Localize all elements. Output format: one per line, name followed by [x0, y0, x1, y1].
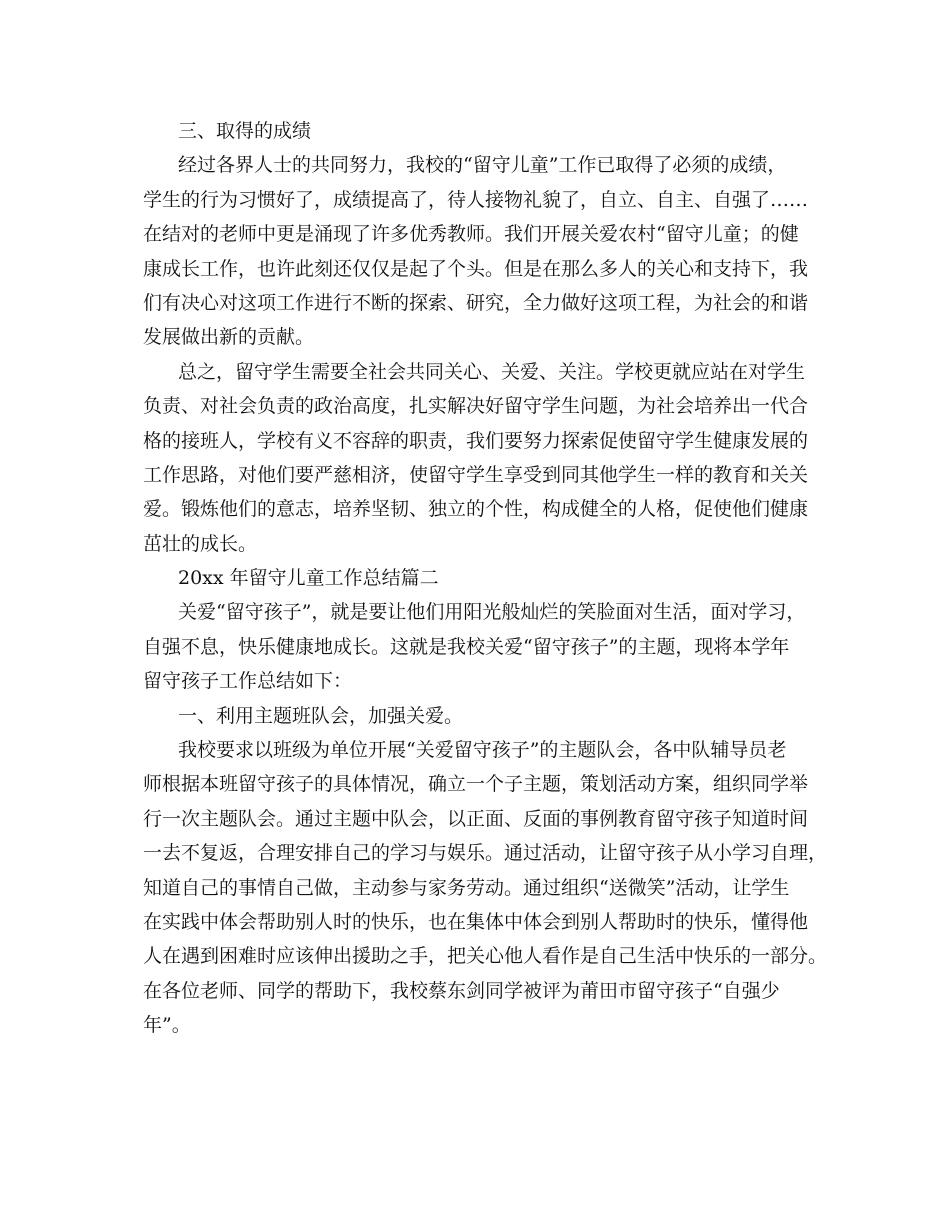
section-heading-class-meetings: 一、利用主题班队会，加强关爱。: [178, 704, 464, 727]
text-line: 在结对的老师中更是涌现了许多优秀教师。我们开展关爱农村“留守儿童；的健: [143, 223, 799, 246]
text-line: 我校要求以班级为单位开展“关爱留守孩子”的主题队会，各中队辅导员老: [178, 739, 787, 762]
paragraph-class-meetings: [143, 733, 828, 1043]
text-line: 茁壮的成长。: [143, 532, 258, 555]
text-line: 一去不复返，合理安排自己的学习与娱乐。通过活动，让留守孩子从小学习自理，: [143, 842, 828, 865]
paragraph-intro: [143, 595, 808, 698]
text-line: 在实践中体会帮助别人时的快乐，也在集体中体会到别人帮助时的快乐，懂得他: [143, 910, 809, 933]
section-heading-achievements: 三、取得的成绩: [178, 120, 312, 142]
text-line: 自强不息，快乐健康地成长。这就是我校关爱“留守孩子”的主题，现将本学年: [143, 635, 790, 658]
paragraph-summary: [143, 355, 808, 561]
text-line: 经过各界人士的共同努力，我校的“留守儿童”工作已取得了必须的成绩，: [178, 154, 787, 177]
text-line: 总之，留守学生需要全社会共同关心、关爱、关注。学校更就应站在对学生: [178, 360, 806, 383]
paragraph-achievements: [143, 148, 808, 354]
text-line: 负责、对社会负责的政治高度，扎实解决好留守学生问题，为社会培养出一代合: [143, 395, 809, 418]
text-line: 关爱“留守孩子”，就是要让他们用阳光般灿烂的笑脸面对生活，面对学习，: [178, 601, 806, 624]
text-line: 学生的行为习惯好了，成绩提高了，待人接物礼貌了，自立、自主、自强了……: [143, 188, 809, 211]
text-line: 格的接班人，学校有义不容辞的职责，我们要努力探索促使留守学生健康发展的: [143, 429, 809, 452]
text-line: 康成长工作，也许此刻还仅仅是起了个头。但是在那么多人的关心和支持下，我: [143, 257, 809, 280]
text-line: 年”。: [143, 1014, 191, 1037]
text-line: 留守孩子工作总结如下：: [143, 670, 353, 693]
text-line: 知道自己的事情自己做，主动参与家务劳动。通过组织“送微笑”活动，让学生: [143, 876, 790, 899]
text-line: 爱。锻炼他们的意志，培养坚韧、独立的个性，构成健全的人格，促使他们健康: [143, 498, 809, 521]
text-line: 工作思路，对他们要严慈相济，使留守学生享受到同其他学生一样的教育和关关: [143, 463, 809, 486]
text-line: 行一次主题队会。通过主题中队会，以正面、反面的事例教育留守孩子知道时间: [143, 807, 809, 830]
document-body: [143, 114, 828, 1043]
part-title: 20xx 年留守儿童工作总结篇二: [178, 567, 439, 590]
text-line: 人在遇到困难时应该伸出援助之手，把关心他人看作是自己生活中快乐的一部分。: [143, 945, 828, 968]
text-line: 们有决心对这项工作进行不断的探索、研究，全力做好这项工程，为社会的和谐: [143, 291, 809, 314]
text-line: 师根据本班留守孩子的具体情况，确立一个子主题，策划活动方案，组织同学举: [143, 773, 809, 796]
text-line: 在各位老师、同学的帮助下，我校蔡东剑同学被评为莆田市留守孩子“自强少: [143, 979, 780, 1002]
text-line: 发展做出新的贡献。: [143, 326, 315, 349]
